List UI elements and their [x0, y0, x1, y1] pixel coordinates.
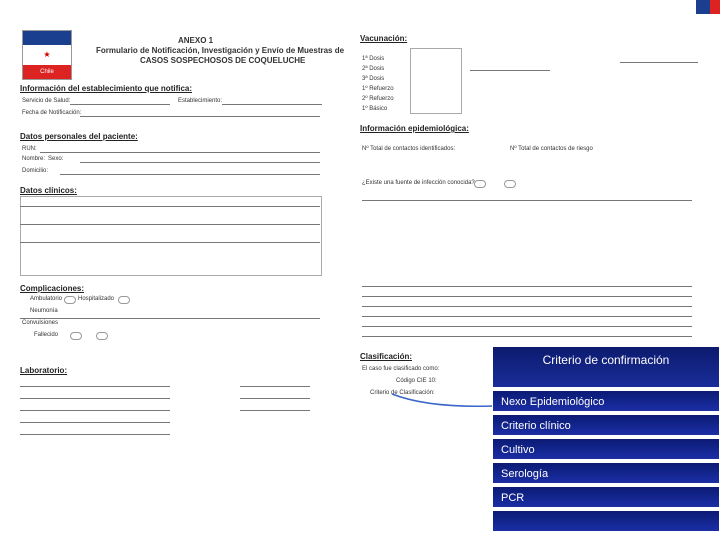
criteria-item-serologia: Serología [492, 462, 720, 484]
servicio-salud-label: Servicio de Salud: [22, 98, 71, 104]
annex-label: ANEXO 1 [178, 36, 214, 45]
contacts-label: Nº Total de contactos identificados: [362, 146, 456, 152]
classification-heading: Clasificación: [360, 352, 413, 361]
dose1-label: 1ª Dosis [362, 56, 385, 62]
arrow-connector [388, 390, 508, 430]
epi-heading: Información epidemiológica: [360, 124, 469, 133]
form-title-1: Formulario de Notificación, Investigación y Envío de Muestras de [96, 46, 345, 55]
criteria-item-pcr: PCR [492, 486, 720, 508]
fecha-notificacion-label: Fecha de Notificación: [22, 110, 82, 116]
establecimiento-label: Establecimiento: [178, 98, 223, 104]
confirmation-criteria-panel [492, 346, 720, 540]
basico-label: 1º Básico [362, 106, 388, 112]
domicilio-label: Domicilio: [22, 168, 49, 174]
patient-heading: Datos personales del paciente: [20, 132, 138, 141]
cie-code-label: Código CIE 10: [396, 378, 437, 384]
infection-source-label: ¿Existe una fuente de infección conocida? [362, 180, 475, 186]
run-label: RUN: [22, 146, 37, 152]
vaccination-heading: Vacunación: [360, 34, 408, 43]
hospitalizado-label: Hospitalizado [78, 296, 115, 302]
flag-blue [696, 0, 710, 14]
ministry-logo: ★ Chile [22, 30, 72, 80]
criteria-label: Criterio de Clasificación: [370, 390, 435, 396]
nombre-label: Nombre: [22, 156, 46, 162]
dose2-label: 2ª Dosis [362, 66, 385, 72]
sexo-label: Sexo: [48, 156, 64, 162]
complications-heading: Complicaciones: [20, 284, 85, 293]
lab-heading: Laboratorio: [20, 366, 68, 375]
vaccination-table [410, 48, 462, 114]
convulsiones-label: Convulsiones [22, 320, 59, 326]
contacts-risk-label: Nº Total de contactos de riesgo [510, 146, 593, 152]
criteria-item-empty [492, 510, 720, 532]
ambulatorio-label: Ambulatorio [30, 296, 63, 302]
booster1-label: 1º Refuerzo [362, 86, 394, 92]
clinical-heading: Datos clínicos: [20, 186, 77, 195]
fallecido-label: Fallecido [34, 332, 59, 338]
form-title-2: CASOS SOSPECHOSOS DE COQUELUCHE [140, 56, 306, 65]
establishment-heading: Información del establecimiento que notifica: [20, 84, 193, 93]
booster2-label: 2º Refuerzo [362, 96, 394, 102]
neumonia-label: Neumonía [30, 308, 58, 314]
clinical-table [20, 196, 322, 276]
criteria-item-nexo: Nexo Epidemiológico [492, 390, 720, 412]
dose3-label: 3ª Dosis [362, 76, 385, 82]
criteria-item-cultivo: Cultivo [492, 438, 720, 460]
panel-header: Criterio de confirmación [492, 346, 720, 388]
classified-as-label: El caso fue clasificado como: [362, 366, 440, 372]
criteria-item-clinico: Criterio clínico [492, 414, 720, 436]
flag-red [710, 0, 720, 14]
